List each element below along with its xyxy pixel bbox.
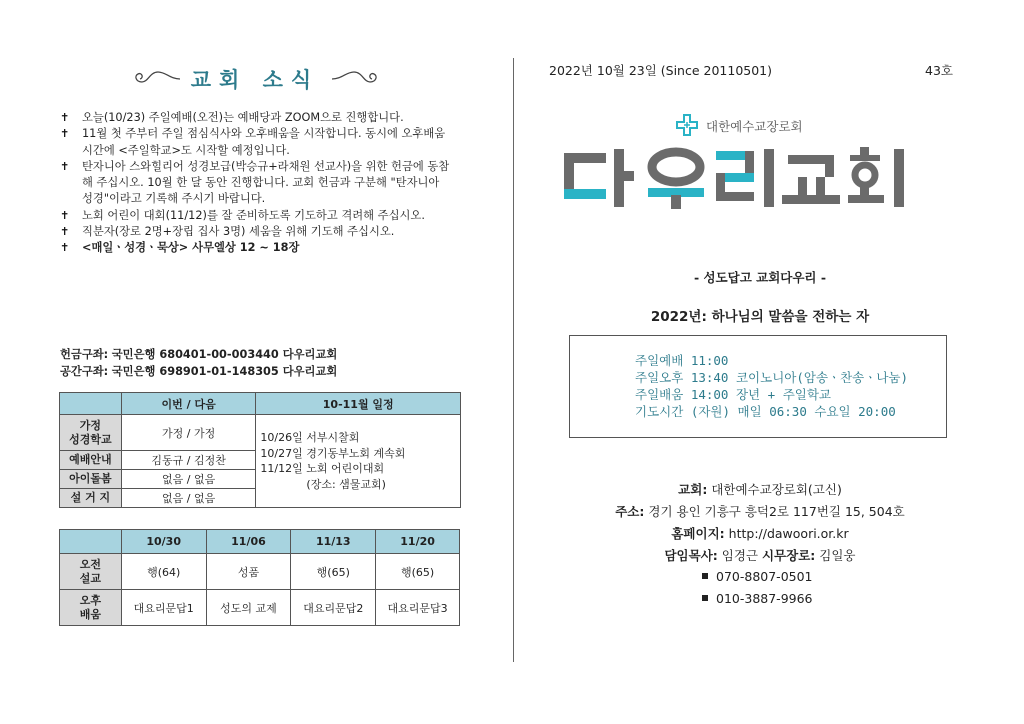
homepage-line: 홈페이지: http://dawoori.or.kr bbox=[671, 526, 849, 541]
table-row bbox=[60, 554, 460, 590]
offering-account: 헌금구좌: 국민은행 680401-00-003440 다우리교회 bbox=[60, 348, 338, 361]
schedule-cell: 10/26일 서부시찰회 10/27일 경기동부노회 계속회 11/12일 노회 어린이대회 (장소: 샘물교회) bbox=[256, 415, 461, 508]
news-item: ✝ <매일ㆍ성경ㆍ묵상> 사무엘상 12 ~ 18장 bbox=[60, 240, 452, 256]
issue-number: 43호 bbox=[925, 63, 953, 78]
bullet-icon bbox=[702, 573, 708, 579]
row-value: 없음 / 없음 bbox=[121, 489, 256, 508]
tagline: - 성도답고 교회다우리 - bbox=[693, 270, 827, 285]
homepage-link[interactable]: http://dawoori.or.kr bbox=[728, 526, 849, 541]
date-header: 11/06 bbox=[206, 530, 291, 554]
news-item: ✝ 11월 첫 주부터 주일 점심식사와 오후배움을 시작합니다. 동시에 오후배움 시간에 <주일학교>도 시작할 예정입니다. bbox=[60, 127, 446, 157]
church-logo bbox=[560, 145, 940, 211]
cross-emblem-icon bbox=[676, 114, 698, 136]
church-line: 교회: 대한예수교장로회(고신) bbox=[678, 482, 842, 497]
phone-list bbox=[702, 566, 813, 610]
address-line: 주소: 경기 용인 기흥구 흥덕2로 117번길 15, 504호 bbox=[615, 504, 905, 519]
bank-accounts bbox=[60, 346, 337, 380]
bullet-icon bbox=[702, 595, 708, 601]
row-label: 가정 성경학교 bbox=[60, 415, 122, 451]
table-cell: 대요리문답2 bbox=[291, 590, 376, 626]
news-list bbox=[60, 110, 452, 257]
news-title: 교회 소식 bbox=[190, 67, 320, 92]
row-label: 오후 배움 bbox=[60, 590, 122, 626]
row-label: 예배안내 bbox=[60, 451, 122, 470]
row-value: 없음 / 없음 bbox=[121, 470, 256, 489]
schedule-line: 주일오후 13:40 코이노니아(암송ㆍ찬송ㆍ나눔) bbox=[635, 370, 909, 385]
cross-icon: ✝ bbox=[60, 111, 70, 124]
table-cell: 성품 bbox=[206, 554, 291, 590]
schedule-line: 주일예배 11:00 bbox=[635, 353, 729, 368]
phone-item: 010-3887-9966 bbox=[702, 588, 813, 610]
news-item: ✝ 직분자(장로 2명+장립 집사 3명) 세움을 위해 기도해 주십시오. bbox=[60, 224, 452, 240]
row-label: 아이돌봄 bbox=[60, 470, 122, 489]
space-account: 공간구좌: 국민은행 698901-01-148305 다우리교회 bbox=[60, 365, 338, 378]
page-divider bbox=[513, 58, 514, 662]
cross-icon: ✝ bbox=[60, 241, 70, 255]
header-schedule: 10-11월 일정 bbox=[256, 393, 461, 415]
pastor-line: 담임목사: 임경근 시무장로: 김일웅 bbox=[664, 548, 856, 563]
news-item: ✝ 노회 어린이 대회(11/12)를 잘 준비하도록 기도하고 격려해 주십시오. bbox=[60, 208, 452, 224]
news-header bbox=[130, 60, 382, 96]
yearly-theme: 2022년: 하나님의 말씀을 전하는 자 bbox=[650, 309, 870, 325]
table-cell: 대요리문답3 bbox=[376, 590, 460, 626]
date-header: 11/13 bbox=[291, 530, 376, 554]
cross-icon: ✝ bbox=[60, 159, 70, 173]
table-cell: 행(64) bbox=[121, 554, 206, 590]
left-swirl-icon bbox=[130, 68, 182, 90]
row-label: 오전 설교 bbox=[60, 554, 122, 590]
corner-cell bbox=[60, 530, 122, 554]
cross-icon: ✝ bbox=[60, 127, 70, 141]
row-value: 가정 / 가정 bbox=[121, 415, 256, 451]
date-header: 11/20 bbox=[376, 530, 460, 554]
row-label: 설 거 지 bbox=[60, 489, 122, 508]
right-swirl-icon bbox=[330, 68, 382, 90]
table-row bbox=[60, 415, 461, 451]
row-value: 김동규 / 김정찬 bbox=[121, 451, 256, 470]
header-current-next: 이번 / 다음 bbox=[121, 393, 256, 415]
duty-table bbox=[59, 392, 461, 508]
corner-cell bbox=[60, 393, 122, 415]
news-item: ✝ 탄자니아 스와힐리어 성경보급(박승규+라채원 선교사)을 위한 헌금에 동참해 주십시오. 10월 한 달 동안 진행합니다. 교회 헌금과 구분해 "탄자니아 성경"이라고 기록해 주시기 바랍니다. bbox=[60, 159, 450, 206]
table-row bbox=[60, 590, 460, 626]
schedule-line: 기도시간 (자원) 매일 06:30 수요일 20:00 bbox=[635, 404, 896, 419]
table-cell: 행(65) bbox=[376, 554, 460, 590]
table-cell: 성도의 교제 bbox=[206, 590, 291, 626]
table-cell: 대요리문답1 bbox=[121, 590, 206, 626]
bulletin-date: 2022년 10월 23일 (Since 20110501) bbox=[549, 63, 773, 78]
news-item: ✝ 오늘(10/23) 주일예배(오전)는 예배당과 ZOOM으로 진행합니다. bbox=[60, 110, 452, 126]
worship-schedule-box bbox=[569, 335, 947, 438]
cross-icon: ✝ bbox=[60, 225, 70, 239]
weekly-table bbox=[59, 529, 460, 626]
date-header: 10/30 bbox=[121, 530, 206, 554]
phone-item: 070-8807-0501 bbox=[702, 566, 813, 588]
denomination-name: 대한예수교장로회 bbox=[706, 119, 803, 134]
schedule-line: 주일배움 14:00 장년 + 주일학교 bbox=[635, 387, 832, 402]
cross-icon: ✝ bbox=[60, 208, 70, 222]
church-info bbox=[560, 479, 960, 567]
table-cell: 행(65) bbox=[291, 554, 376, 590]
